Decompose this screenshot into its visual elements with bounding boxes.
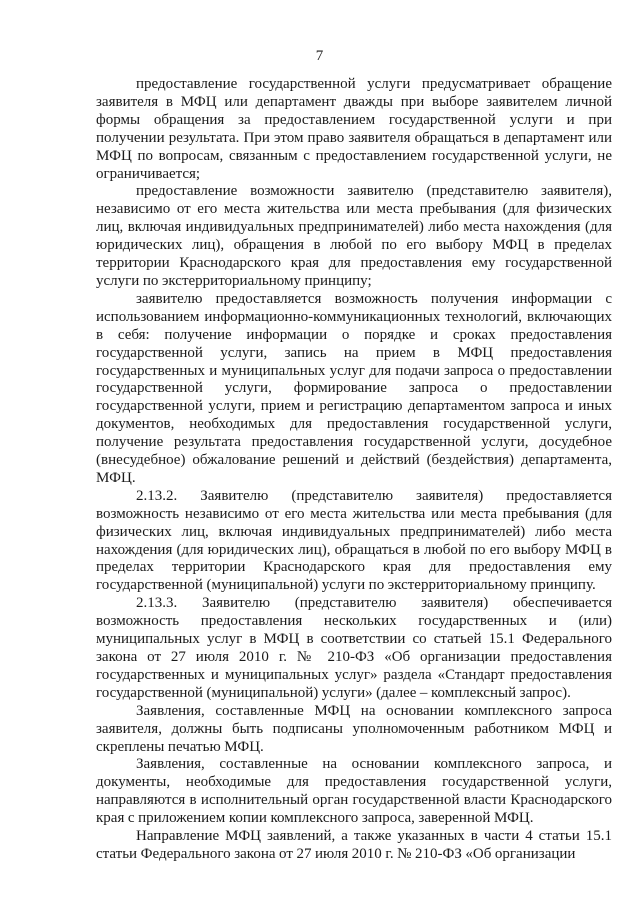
paragraph: Заявления, составленные МФЦ на основании комплексного запроса заявителя, должны быть подписаны уполномоченным работником МФЦ и скреплены печатью МФЦ. bbox=[96, 702, 612, 755]
paragraph: Заявления, составленные на основании комплексного запроса, и документы, необходимые для предоставления государственной услуги, направляются в исполнительный орган государственной власти Краснодарского края с приложением копии комплексного запроса, заверенной МФЦ. bbox=[96, 756, 612, 827]
document-body bbox=[96, 76, 612, 864]
paragraph: Направление МФЦ заявлений, а также указанных в части 4 статьи 15.1 статьи Федерального закона от 27 июля 2010 г. № 210-ФЗ «Об организации bbox=[96, 828, 612, 862]
paragraph: 2.13.3. Заявителю (представителю заявителя) обеспечивается возможность предоставления нескольких государственных и (или) муниципальных услуг в МФЦ в соответствии со статьей 15.1 Федерального закона от 27 июля 2010 г. № 210-ФЗ «Об организации предоставления государственных и муниципальных услуг» раздела «Стандарт предоставления государственной (муниципальной) услуги» (далее – комплексный запрос). bbox=[96, 595, 612, 701]
page-number: 7 bbox=[315, 48, 324, 64]
paragraph: предоставление государственной услуги предусматривает обращение заявителя в МФЦ или департамент дважды при выборе заявителем личной формы обращения за предоставлением государственной услуги и при получении результата. При этом право заявителя обращаться в департамент или МФЦ по вопросам, связанным с предоставлением государственной услуги, не ограничивается; bbox=[96, 76, 612, 182]
paragraph: 2.13.2. Заявителю (представителю заявителя) предоставляется возможность независимо от его места жительства или места пребывания (для физических лиц, включая индивидуальных предпринимателей) либо места нахождения (для юридических лиц), обращаться в любой по его выбору МФЦ в пределах территории Краснодарского края для предоставления ему государственной (муниципальной) услуги по экстерриториальному принципу. bbox=[96, 487, 612, 594]
paragraph: заявителю предоставляется возможность получения информации с использованием информационно-коммуникационных технологий, включающих в себя: получение информации о порядке и сроках предоставления государственной услуги, запись на прием в МФЦ предоставления государственных и муниципальных услуг для подачи запроса о предоставлении государственной услуги, формирование запроса о предоставлении государственной услуги, прием и регистрацию департаментом запроса и иных документов, необходимых для предоставления государственной услуги, получение результата предоставления государственной услуги, досудебное (внесудебное) обжалование решений и действий (бездействия) департамента, МФЦ. bbox=[96, 290, 612, 486]
paragraph: предоставление возможности заявителю (представителю заявителя), независимо от его места жительства или места пребывания (для физических лиц, включая индивидуальных предпринимателей) либо места нахождения (для юридических лиц), обращения в любой по его выбору МФЦ в пределах территории Краснодарского края для предоставления ему государственной услуги по экстерриториальному принципу; bbox=[96, 183, 612, 289]
